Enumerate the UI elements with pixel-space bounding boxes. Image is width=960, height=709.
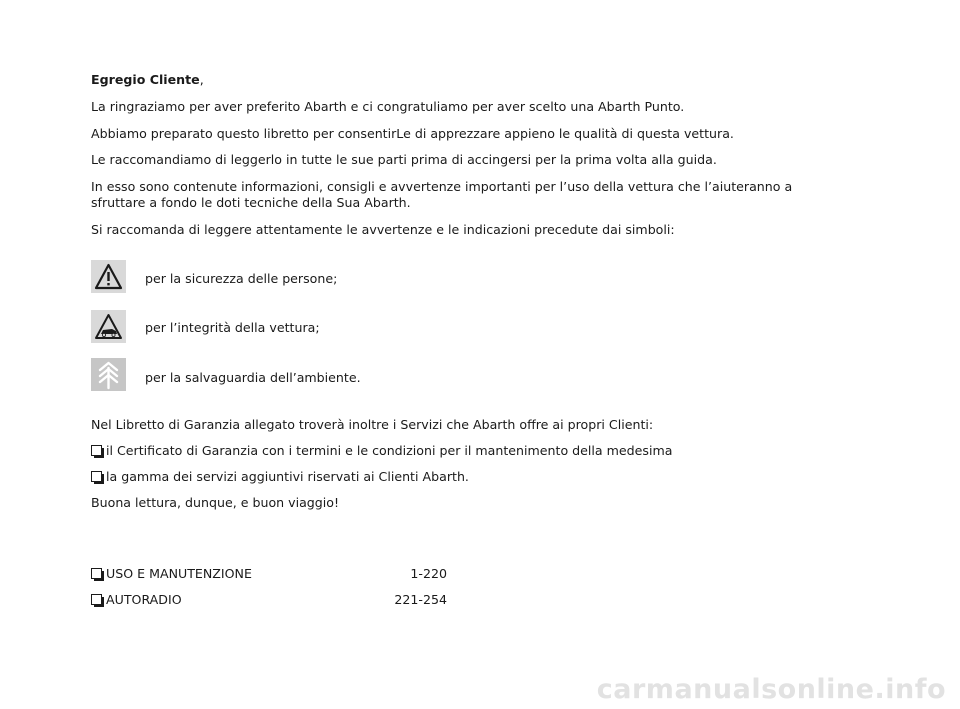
warning-triangle-icon xyxy=(91,260,126,293)
toc-title: USO E MANUTENZIONE xyxy=(106,566,252,581)
paragraph-1: La ringraziamo per aver preferito Abarth e ci congratuliamo per aver scelto una Abarth Punto. xyxy=(91,99,685,114)
symbol-label-environment: per la salvaguardia dell’ambiente. xyxy=(145,370,361,385)
paragraph-5: Si raccomanda di leggere attentamente le avvertenze e le indicazioni precedute dai simboli: xyxy=(91,222,675,237)
toc-pages: 221-254 xyxy=(394,592,447,607)
warranty-intro: Nel Libretto di Garanzia allegato troverà inoltre i Servizi che Abarth offre ai propri Clienti: xyxy=(91,417,654,432)
greeting-punct: , xyxy=(199,72,204,87)
toc-row[interactable] xyxy=(91,565,447,582)
paragraph-4-line-2: sfruttare a fondo le doti tecniche della Sua Abarth. xyxy=(91,195,411,210)
greeting xyxy=(91,71,204,88)
toc-pages: 1-220 xyxy=(410,566,447,581)
toc-title: AUTORADIO xyxy=(106,592,182,607)
tree-environment-icon xyxy=(91,358,126,391)
greeting-name: Egregio Cliente xyxy=(91,72,200,87)
warranty-item-text: il Certificato di Garanzia con i termini e le condizioni per il mantenimento della medesima xyxy=(106,443,673,458)
checkbox-bullet-icon xyxy=(91,445,102,456)
warranty-item xyxy=(91,468,469,485)
symbol-label-vehicle: per l’integrità della vettura; xyxy=(145,320,320,335)
warranty-item xyxy=(91,442,672,459)
warranty-item-text: la gamma dei servizi aggiuntivi riservati ai Clienti Abarth. xyxy=(106,469,469,484)
paragraph-2: Abbiamo preparato questo libretto per consentirLe di apprezzare appieno le qualità di questa vettura. xyxy=(91,126,734,141)
toc-row[interactable] xyxy=(91,591,447,608)
checkbox-bullet-icon xyxy=(91,594,102,605)
paragraph-4-line-1: In esso sono contenute informazioni, consigli e avvertenze importanti per l’uso della vettura che l’aiuteranno a xyxy=(91,179,793,194)
symbol-label-safety: per la sicurezza delle persone; xyxy=(145,271,338,286)
watermark: carmanualsonline.info xyxy=(596,674,946,705)
closing-text: Buona lettura, dunque, e buon viaggio! xyxy=(91,495,340,510)
car-warning-icon xyxy=(91,310,126,343)
paragraph-3: Le raccomandiamo di leggerlo in tutte le sue parti prima di accingersi per la prima volta alla guida. xyxy=(91,152,717,167)
checkbox-bullet-icon xyxy=(91,568,102,579)
checkbox-bullet-icon xyxy=(91,471,102,482)
